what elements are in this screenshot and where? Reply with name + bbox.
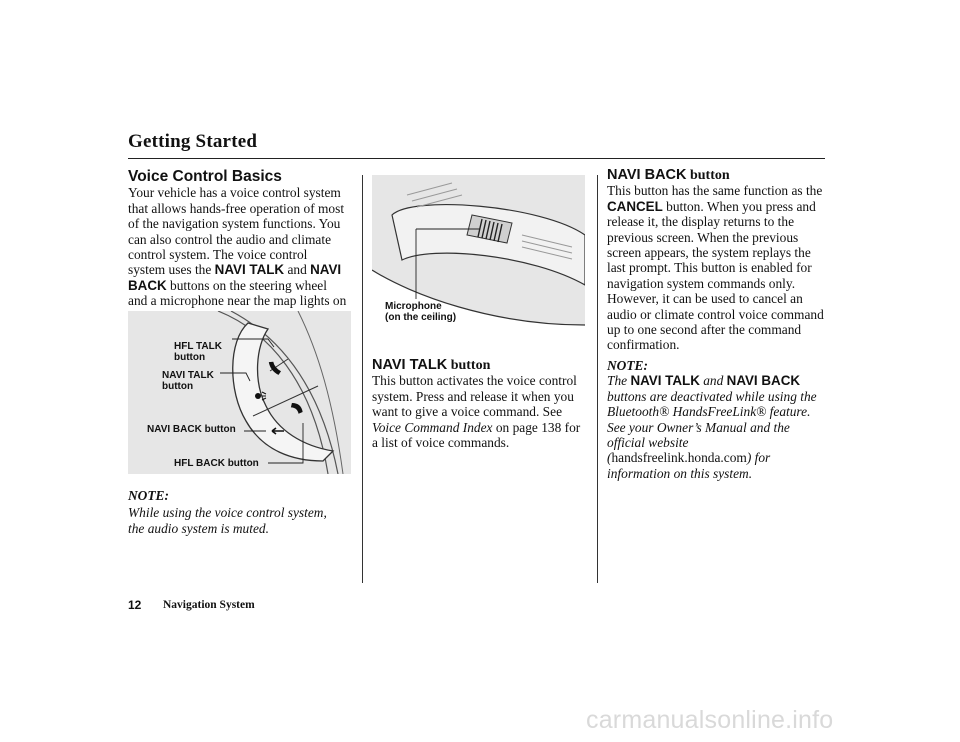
text-line: Bluetooth® HandsFreeLink® feature.: [607, 404, 811, 420]
text-line: While using the voice control system,: [128, 505, 327, 521]
page-number: 12: [128, 598, 142, 612]
text-line: buttons are deactivated while using the: [607, 388, 817, 404]
text-line: navigation system commands only.: [607, 275, 796, 291]
heading-suffix: button: [686, 168, 730, 183]
text-line: want to give a voice command. See: [372, 404, 563, 420]
label-line: button: [174, 352, 206, 363]
text-line: confirmation.: [607, 337, 680, 353]
column-3: [607, 168, 829, 481]
text-line: [607, 450, 829, 465]
label-microphone: [385, 301, 456, 323]
title-rule: [128, 158, 825, 159]
text-line: that allows hands-free operation of most: [128, 200, 345, 216]
text-line: However, it can be used to cancel an: [607, 291, 803, 307]
phone-hangup-icon: [289, 401, 304, 415]
section-heading-voice-control: Voice Control Basics: [128, 168, 282, 185]
text-run: and: [284, 262, 311, 278]
note-label: NOTE:: [128, 488, 169, 503]
heading-suffix: button: [447, 358, 491, 373]
page-title: Getting Started: [128, 131, 258, 152]
text-line: system. Press and release it when you: [372, 388, 574, 404]
term-navi-talk: NAVI TALK: [630, 373, 700, 389]
text-line: can also control the audio and climate: [128, 231, 332, 247]
term-navi-talk: NAVI TALK: [214, 262, 285, 278]
text-line: release it, the display returns to the: [607, 214, 795, 230]
text-line: screen appears, the system replays the: [607, 245, 811, 261]
url-handsfreelink: handsfreelink.honda.com: [611, 450, 747, 466]
label-line: (on the ceiling): [385, 312, 457, 323]
steering-wheel-illustration: [128, 311, 351, 474]
microphone-figure: [372, 175, 585, 339]
label-hfl-talk-button: [174, 341, 222, 363]
footer-title: Navigation System: [163, 599, 255, 611]
text-line: up to one second after the command: [607, 322, 802, 338]
heading-term: NAVI BACK: [607, 167, 687, 183]
text-run: ) for: [746, 450, 771, 466]
text-line: [607, 199, 829, 214]
term-navi: NAVI: [310, 262, 342, 278]
column-divider: [362, 175, 363, 583]
text-line: [372, 420, 594, 435]
watermark: carmanualsonline.info: [586, 706, 834, 734]
steering-wheel-buttons-figure: [128, 311, 351, 474]
label-navi-talk-button: [162, 370, 214, 392]
term-navi-back: NAVI BACK: [726, 373, 801, 389]
text-run: (: [607, 450, 612, 466]
text-run: and: [699, 373, 727, 389]
label-line: NAVI TALK: [162, 370, 214, 381]
text-line: control system. The voice control: [128, 247, 308, 263]
label-line: HFL TALK: [174, 341, 222, 352]
label-line: Microphone: [385, 301, 442, 312]
text-line: Your vehicle has a voice control system: [128, 185, 341, 201]
column-divider: [597, 175, 598, 583]
text-line: [607, 373, 829, 388]
text-line: information on this system.: [607, 465, 753, 481]
text-line: [128, 278, 353, 293]
text-line: and a microphone near the map lights on: [128, 293, 347, 309]
intro-paragraph: [128, 185, 353, 324]
text-line: of the navigation system functions. You: [128, 216, 341, 232]
text-line: See your Owner’s Manual and the: [607, 419, 790, 435]
heading-term: NAVI TALK: [372, 357, 448, 373]
section-heading-navi-back: [607, 168, 829, 183]
text-line: This button has the same function as the: [607, 183, 823, 199]
text-line: last prompt. This button is enabled for: [607, 260, 812, 276]
text-line: This button activates the voice control: [372, 373, 577, 389]
text-line: audio or climate control voice command: [607, 306, 824, 322]
text-line: [128, 262, 353, 277]
column-1: [128, 169, 353, 324]
text-line: a list of voice commands.: [372, 435, 510, 451]
column-2: [372, 358, 594, 450]
note-label: NOTE:: [607, 357, 648, 373]
term-cancel: CANCEL: [607, 198, 663, 214]
section-heading-navi-talk: [372, 358, 594, 373]
col1-note: [128, 488, 353, 536]
text-line: official website: [607, 434, 689, 450]
label-navi-back-button: NAVI BACK button: [147, 424, 236, 435]
text-run: button. When you press and: [662, 198, 816, 214]
term-back: BACK: [128, 277, 167, 293]
label-hfl-back-button: HFL BACK button: [174, 458, 259, 469]
text-line: previous screen. When the previous: [607, 229, 799, 245]
text-line: the audio system is muted.: [128, 520, 269, 536]
label-line: button: [162, 381, 194, 392]
text-run: system uses the: [128, 262, 215, 278]
text-run: The: [607, 373, 631, 389]
text-run: on page 138 for: [492, 419, 581, 435]
phone-pickup-icon: [268, 359, 282, 376]
text-run: buttons on the steering wheel: [166, 277, 327, 293]
reference-voice-command-index: Voice Command Index: [372, 419, 493, 435]
